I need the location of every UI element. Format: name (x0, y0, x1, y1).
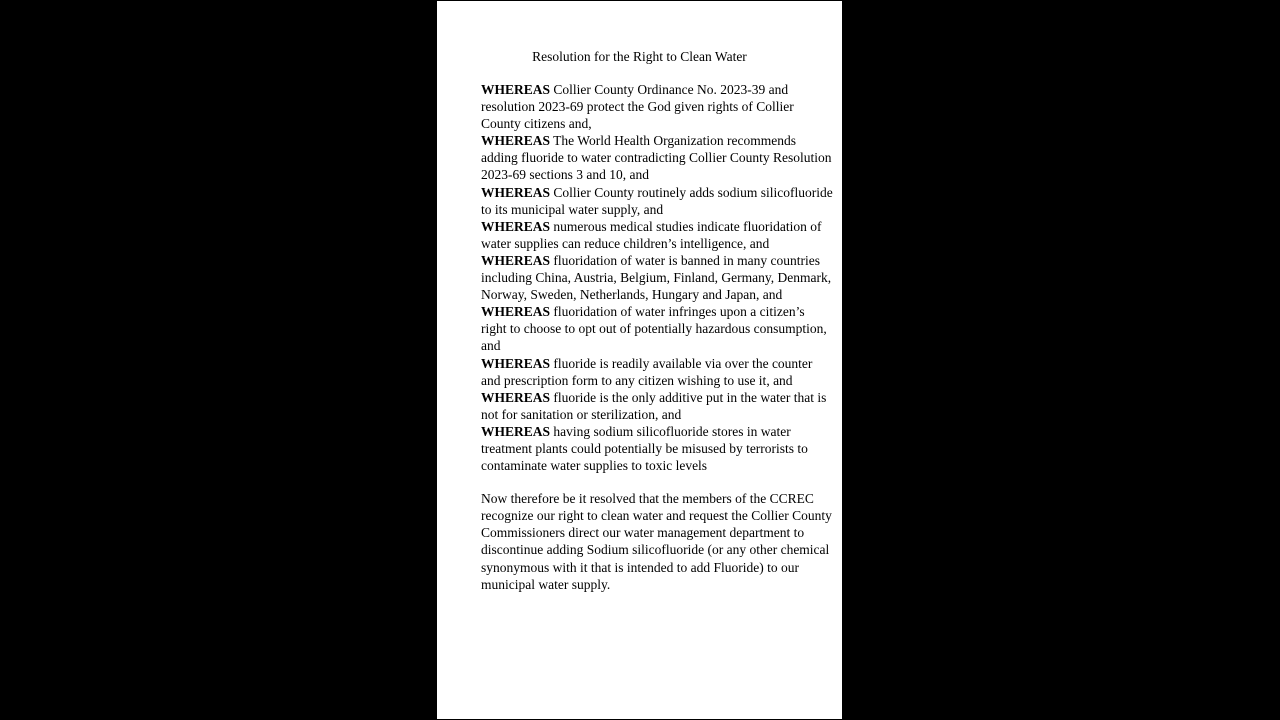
clause-text: fluoridation of water infringes upon a citizen’s right to choose to opt out of potentially hazardous consumption, and (481, 304, 827, 354)
whereas-keyword: WHEREAS (481, 133, 551, 149)
whereas-keyword: WHEREAS (481, 355, 551, 371)
clause-text: fluoride is the only additive put in the water that is not for sanitation or sterilization, and (481, 389, 827, 422)
whereas-clause (481, 389, 833, 423)
whereas-clause (481, 423, 833, 474)
whereas-keyword: WHEREAS (481, 304, 551, 320)
resolution-paragraph: Now therefore be it resolved that the members of the CCREC recognize our right to clean water and request the Collier County Commissioners direct our water management department to discontinue adding Sodium silicofluoride (or any other chemical synonymous with it that is intended to add Fluoride) to our municipal water supply. (481, 491, 832, 592)
clause-text: numerous medical studies indicate fluoridation of water supplies can reduce children’s intelligence, and (481, 218, 822, 251)
whereas-clause (481, 303, 833, 354)
whereas-keyword: WHEREAS (481, 82, 551, 97)
whereas-keyword: WHEREAS (481, 184, 551, 200)
document-body (481, 81, 833, 593)
whereas-keyword: WHEREAS (481, 218, 551, 234)
clause-text: fluoride is readily available via over the counter and prescription form to any citizen wishing to use it, and (481, 355, 813, 388)
whereas-clause (481, 184, 833, 218)
document-title: Resolution for the Right to Clean Water (532, 49, 747, 64)
whereas-keyword: WHEREAS (481, 252, 551, 268)
clause-text: Collier County Ordinance No. 2023-39 and resolution 2023-69 protect the God given rights of Collier County citizens and, (481, 82, 794, 132)
whereas-clause (481, 132, 833, 183)
clause-text: having sodium silicofluoride stores in water treatment plants could potentially be misused by terrorists to contaminate water supplies to toxic levels (481, 423, 808, 474)
whereas-clause (481, 252, 833, 303)
clause-text: The World Health Organization recommends adding fluoride to water contradicting Collier County Resolution 2023-69 sections 3 and 10, and (481, 133, 832, 183)
clause-text: Collier County routinely adds sodium silicofluoride to its municipal water supply, and (481, 184, 833, 217)
whereas-keyword: WHEREAS (481, 423, 551, 439)
whereas-clause (481, 81, 833, 132)
document-page (437, 1, 842, 719)
whereas-clause (481, 218, 833, 252)
whereas-clause (481, 355, 833, 389)
clause-text: fluoridation of water is banned in many countries including China, Austria, Belgium, Finland, Germany, Denmark, Norway, Sweden, Netherlands, Hungary and Japan, and (481, 252, 832, 303)
whereas-keyword: WHEREAS (481, 389, 551, 405)
